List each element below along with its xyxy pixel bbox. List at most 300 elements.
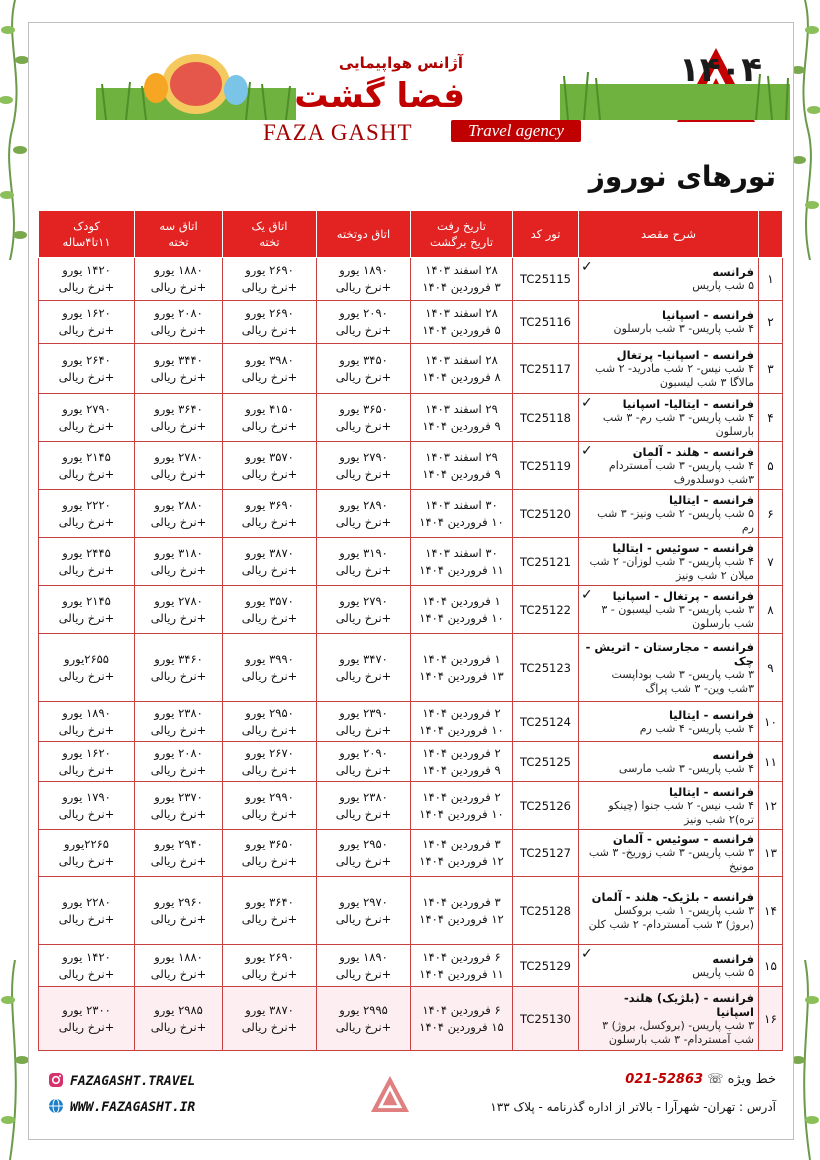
price-euro: ۲۶۷۰ یورو [245, 745, 294, 760]
price-rial-note: +نرخ ریالی [241, 323, 298, 337]
price-euro: ۲۹۶۰ یورو [154, 894, 203, 909]
destination-cell [579, 987, 759, 1051]
agency-name-fa: فضا گشت [294, 76, 465, 116]
dates-cell [411, 702, 513, 742]
header-destination: شرح مقصد [579, 211, 759, 258]
price-rial-note: +نرخ ریالی [335, 854, 392, 868]
single-room-price [223, 877, 317, 945]
price-euro: ۳۴۴۰ یورو [154, 352, 203, 367]
departure-date: ۳۰ اسفند ۱۴۰۳ [425, 497, 498, 512]
price-euro: ۳۴۵۰ یورو [339, 352, 388, 367]
destination-countries: فرانسه - مجارستان - اتریش - چک [585, 639, 754, 668]
table-row [39, 782, 783, 830]
double-room-price [317, 442, 411, 490]
footer-logo-icon [370, 1074, 410, 1114]
tour-code: TC25121 [513, 538, 579, 586]
tour-code: TC25119 [513, 442, 579, 490]
single-room-price [223, 945, 317, 987]
destination-cell [579, 394, 759, 442]
price-rial-note: +نرخ ریالی [335, 323, 392, 337]
single-room-price [223, 586, 317, 634]
header-single-l1: اتاق یک [251, 219, 288, 233]
destination-countries: فرانسه - پرتغال - اسپانیا [612, 588, 754, 603]
price-rial-note: +نرخ ریالی [335, 911, 392, 926]
triple-room-price [135, 344, 223, 394]
page-title: تورهای نوروز [588, 160, 776, 193]
price-euro: ۲۹۵۰ یورو [339, 837, 388, 851]
row-number: ۱۵ [759, 945, 783, 987]
table-row [39, 490, 783, 538]
return-date: ۱۲ فروردین ۱۴۰۴ [419, 911, 504, 926]
price-euro: ۲۳۸۰ یورو [339, 789, 388, 804]
table-row [39, 301, 783, 344]
price-rial-note: +نرخ ریالی [58, 323, 115, 337]
price-rial-note: +نرخ ریالی [58, 806, 115, 821]
price-euro: ۱۸۸۰ یورو [154, 949, 203, 964]
price-rial-note: +نرخ ریالی [150, 323, 207, 337]
tour-code: TC25128 [513, 877, 579, 945]
destination-countries: فرانسه - (بلژیک) هلند- اسپانیا [624, 990, 754, 1019]
price-euro: ۳۸۷۰ یورو [245, 1002, 294, 1017]
table-header-row [39, 211, 783, 258]
price-euro: ۱۶۲۰ یورو [62, 745, 111, 760]
destination-nights: ۴ شب نیس- ۲ شب مادرید- ۲ شب مالاگا ۳ شب لیسبون [595, 361, 754, 389]
destination-cell [579, 782, 759, 830]
destination-nights: ۵ شب پاریس [692, 965, 754, 979]
price-rial-note: +نرخ ریالی [58, 854, 115, 868]
destination-cell [579, 830, 759, 877]
departure-date: ۱ فروردین ۱۴۰۴ [422, 651, 501, 666]
destination-cell [579, 702, 759, 742]
table-row [39, 742, 783, 782]
tour-code: TC25127 [513, 830, 579, 877]
header-tour-code: تور کد [513, 211, 579, 258]
table-row [39, 830, 783, 877]
tour-code: TC25116 [513, 301, 579, 344]
tour-code: TC25129 [513, 945, 579, 987]
single-room-price [223, 702, 317, 742]
price-euro: ۲۹۵۰ یورو [245, 705, 294, 720]
price-euro: ۲۳۷۰ یورو [154, 789, 203, 804]
return-date: ۱۰ فروردین ۱۴۰۴ [419, 806, 504, 821]
dates-cell [411, 877, 513, 945]
dates-cell [411, 987, 513, 1051]
instagram-handle: FAZAGASHT.TRAVEL [70, 1074, 196, 1089]
price-euro: ۲۷۹۰ یورو [339, 593, 388, 608]
departure-date: ۲۸ اسفند ۱۴۰۳ [425, 352, 498, 367]
price-rial-note: +نرخ ریالی [241, 280, 298, 294]
price-rial-note: +نرخ ریالی [335, 466, 392, 481]
header-single-l2: تخته [259, 235, 280, 249]
price-rial-note: +نرخ ریالی [150, 280, 207, 294]
price-euro: ۲۱۴۵ یورو [62, 449, 111, 464]
double-room-price [317, 344, 411, 394]
destination-countries: فرانسه - ایتالیا [668, 492, 754, 507]
destination-cell [579, 442, 759, 490]
price-rial-note: +نرخ ریالی [58, 562, 115, 577]
price-rial-note: +نرخ ریالی [58, 966, 115, 981]
instagram-icon [48, 1072, 64, 1088]
instagram-link[interactable] [48, 1072, 195, 1089]
double-room-price [317, 945, 411, 987]
child-price [39, 490, 135, 538]
double-room-price [317, 394, 411, 442]
destination-cell [579, 344, 759, 394]
destination-nights: ۳ شب پاریس- ۳ شب لیسبون - ۳ شب بارسلون [601, 602, 754, 630]
price-rial-note: +نرخ ریالی [241, 514, 298, 529]
check-icon: ✓ [581, 443, 593, 459]
header-dates [411, 211, 513, 258]
price-euro: ۱۸۹۰ یورو [339, 949, 388, 964]
row-number: ۱ [759, 258, 783, 301]
price-euro: ۲۰۸۰ یورو [154, 306, 203, 320]
price-euro: ۲۳۰۰ یورو [62, 1002, 111, 1017]
dates-cell [411, 634, 513, 702]
table-row [39, 586, 783, 634]
website-url: WWW.FAZAGASHT.IR [70, 1100, 196, 1115]
price-rial-note: +نرخ ریالی [58, 762, 115, 777]
price-euro: ۲۲۸۰ یورو [62, 894, 111, 909]
hotline-number[interactable]: 021-52863 [625, 1072, 704, 1087]
price-euro: ۱۴۲۰ یورو [62, 949, 111, 964]
destination-cell [579, 538, 759, 586]
triple-room-price [135, 945, 223, 987]
price-rial-note: +نرخ ریالی [58, 668, 115, 683]
single-room-price [223, 742, 317, 782]
dates-cell [411, 945, 513, 987]
child-price [39, 830, 135, 877]
price-rial-note: +نرخ ریالی [335, 562, 392, 577]
price-rial-note: +نرخ ریالی [335, 514, 392, 529]
destination-nights: ۴ شب پاریس- ۳ شب آمستردام ۳شب دوسلدورف [608, 458, 754, 486]
tour-code: TC25115 [513, 258, 579, 301]
price-euro: ۳۶۴۰ یورو [154, 401, 203, 416]
destination-countries: فرانسه - بلژیک- هلند - آلمان [591, 889, 754, 904]
single-room-price [223, 634, 317, 702]
price-rial-note: +نرخ ریالی [58, 722, 115, 737]
dates-cell [411, 538, 513, 586]
table-row [39, 538, 783, 586]
check-icon: ✓ [581, 259, 593, 275]
price-euro: ۲۷۸۰ یورو [154, 593, 203, 608]
price-rial-note: +نرخ ریالی [241, 418, 298, 433]
departure-date: ۲۹ اسفند ۱۴۰۳ [425, 449, 498, 464]
destination-nights: ۵ شب پاریس [692, 279, 754, 292]
price-rial-note: +نرخ ریالی [150, 562, 207, 577]
return-date: ۱۱ فروردین ۱۴۰۴ [419, 966, 504, 981]
destination-nights: ۴ شب پاریس- ۳ شب رم- ۳ شب بارسلون [602, 410, 754, 438]
return-date: ۱۳ فروردین ۱۴۰۴ [419, 668, 504, 683]
double-room-price [317, 301, 411, 344]
tour-code: TC25124 [513, 702, 579, 742]
dates-cell [411, 782, 513, 830]
price-rial-note: +نرخ ریالی [335, 722, 392, 737]
tour-code: TC25117 [513, 344, 579, 394]
single-room-price [223, 258, 317, 301]
price-rial-note: +نرخ ریالی [335, 668, 392, 683]
row-number: ۵ [759, 442, 783, 490]
single-room-price [223, 344, 317, 394]
departure-date: ۶ فروردین ۱۴۰۴ [422, 1002, 501, 1017]
footer [40, 1064, 780, 1124]
dates-cell [411, 258, 513, 301]
price-rial-note: +نرخ ریالی [241, 668, 298, 683]
double-room-price [317, 987, 411, 1051]
row-number: ۶ [759, 490, 783, 538]
price-euro: ۳۶۹۰ یورو [245, 497, 294, 512]
price-euro: ۳۱۸۰ یورو [154, 545, 203, 560]
table-row [39, 258, 783, 301]
destination-cell [579, 586, 759, 634]
tour-code: TC25123 [513, 634, 579, 702]
single-room-price [223, 830, 317, 877]
table-row [39, 442, 783, 490]
price-euro: ۲۳۹۰ یورو [339, 705, 388, 720]
return-date: ۱۰ فروردین ۱۴۰۴ [419, 514, 504, 529]
destination-countries: فرانسه [712, 951, 754, 966]
price-rial-note: +نرخ ریالی [150, 854, 207, 868]
return-date: ۱۵ فروردین ۱۴۰۴ [419, 1019, 504, 1034]
table-row [39, 877, 783, 945]
departure-date: ۲ فروردین ۱۴۰۴ [422, 789, 501, 804]
header-num [759, 211, 783, 258]
destination-nights: ۴ شب پاریس- ۳ شب لوزان- ۲ شب میلان ۲ شب ونیز [589, 554, 754, 582]
price-euro: ۲۹۸۵ یورو [154, 1002, 203, 1017]
destination-countries: فرانسه [712, 747, 754, 762]
destination-countries: فرانسه - اسپانیا- پرتغال [616, 347, 754, 362]
header-double-room: اتاق دوتخته [317, 211, 411, 258]
vine-decoration-bottom-left [0, 960, 30, 1160]
price-rial-note: +نرخ ریالی [58, 418, 115, 433]
destination-countries: فرانسه - سوئیس - آلمان [612, 832, 754, 846]
double-room-price [317, 702, 411, 742]
price-rial-note: +نرخ ریالی [241, 610, 298, 625]
price-rial-note: +نرخ ریالی [241, 1019, 298, 1034]
tour-code: TC25125 [513, 742, 579, 782]
tour-code: TC25120 [513, 490, 579, 538]
website-link[interactable] [48, 1098, 195, 1115]
dates-cell [411, 442, 513, 490]
price-euro: ۳۶۵۰ یورو [339, 401, 388, 416]
price-euro: ۳۶۵۰ یورو [245, 837, 294, 851]
price-rial-note: +نرخ ریالی [335, 418, 392, 433]
single-room-price [223, 538, 317, 586]
phone-icon: ☏ [707, 1072, 724, 1087]
hotline [625, 1072, 776, 1087]
destination-nights: ۳ شب پاریس- ۱ شب بروکسل (بروژ) ۳ شب آمستردام- ۲ شب کلن [588, 903, 754, 931]
single-room-price [223, 394, 317, 442]
row-number: ۷ [759, 538, 783, 586]
return-date: ۱۲ فروردین ۱۴۰۴ [419, 854, 504, 868]
brand-block [263, 44, 583, 144]
price-rial-note: +نرخ ریالی [150, 418, 207, 433]
agency-label-small: آژانس هواپیمایی [338, 54, 463, 72]
price-rial-note: +نرخ ریالی [241, 466, 298, 481]
child-price [39, 782, 135, 830]
destination-cell [579, 877, 759, 945]
header-triple-l1: اتاق سه [159, 219, 198, 233]
child-price [39, 344, 135, 394]
header-return: تاریخ برگشت [429, 235, 494, 249]
header-child-l2: ۱۱تا۴ساله [62, 235, 111, 249]
table-row [39, 344, 783, 394]
price-rial-note: +نرخ ریالی [335, 762, 392, 777]
destination-countries: فرانسه [712, 265, 754, 279]
departure-date: ۲ فروردین ۱۴۰۴ [422, 705, 501, 720]
price-euro: ۲۸۸۰ یورو [154, 497, 203, 512]
row-number: ۱۶ [759, 987, 783, 1051]
destination-countries: فرانسه - ایتالیا [668, 707, 754, 722]
price-rial-note: +نرخ ریالی [150, 466, 207, 481]
price-rial-note: +نرخ ریالی [241, 966, 298, 981]
price-euro: ۱۷۹۰ یورو [62, 789, 111, 804]
departure-date: ۲۸ اسفند ۱۴۰۳ [425, 263, 498, 277]
price-euro: ۳۴۶۰ یورو [154, 651, 203, 666]
triple-room-price [135, 742, 223, 782]
row-number: ۸ [759, 586, 783, 634]
agency-name-en-row [263, 120, 583, 144]
departure-date: ۲۸ اسفند ۱۴۰۳ [425, 306, 498, 320]
destination-countries: فرانسه - هلند - آلمان [632, 444, 754, 459]
triple-room-price [135, 586, 223, 634]
price-euro: ۲۹۹۰ یورو [245, 789, 294, 804]
price-rial-note: +نرخ ریالی [241, 762, 298, 777]
double-room-price [317, 634, 411, 702]
dates-cell [411, 742, 513, 782]
header-child [39, 211, 135, 258]
triple-room-price [135, 702, 223, 742]
destination-countries: فرانسه - اسپانیا [662, 308, 754, 322]
double-room-price [317, 586, 411, 634]
price-euro: ۲۰۹۰ یورو [339, 745, 388, 760]
departure-date: ۱ فروردین ۱۴۰۴ [422, 593, 501, 608]
price-rial-note: +نرخ ریالی [58, 1019, 115, 1034]
price-euro: ۱۴۲۰ یورو [62, 263, 111, 277]
price-rial-note: +نرخ ریالی [58, 514, 115, 529]
destination-cell [579, 742, 759, 782]
triple-room-price [135, 394, 223, 442]
agency-tagline: Travel agency [451, 120, 581, 142]
dates-cell [411, 394, 513, 442]
destination-nights: ۴ شب نیس- ۲ شب جنوا (چینکو تره)۲ شب ونیز [608, 798, 754, 826]
row-number: ۴ [759, 394, 783, 442]
double-room-price [317, 258, 411, 301]
price-euro: ۱۸۹۰ یورو [339, 263, 388, 277]
destination-cell [579, 634, 759, 702]
tour-code: TC25118 [513, 394, 579, 442]
child-price [39, 877, 135, 945]
price-euro: ۴۱۵۰ یورو [245, 401, 294, 416]
price-rial-note: +نرخ ریالی [241, 722, 298, 737]
price-euro: ۲۲۲۰ یورو [62, 497, 111, 512]
single-room-price [223, 490, 317, 538]
price-euro: ۲۰۸۰ یورو [154, 745, 203, 760]
price-euro: ۳۶۴۰ یورو [245, 894, 294, 909]
child-price [39, 258, 135, 301]
tours-table [38, 210, 783, 1051]
price-euro: ۳۱۹۰ یورو [339, 545, 388, 560]
departure-date: ۳ فروردین ۱۴۰۴ [422, 894, 501, 909]
header-single-room [223, 211, 317, 258]
destination-countries: فرانسه - ایتالیا [668, 784, 754, 799]
tour-code: TC25126 [513, 782, 579, 830]
price-rial-note: +نرخ ریالی [150, 610, 207, 625]
triple-room-price [135, 258, 223, 301]
child-price [39, 945, 135, 987]
price-euro: ۲۸۹۰ یورو [339, 497, 388, 512]
price-rial-note: +نرخ ریالی [58, 610, 115, 625]
return-date: ۱۰ فروردین ۱۴۰۴ [419, 722, 504, 737]
price-euro: ۲۶۹۰ یورو [245, 949, 294, 964]
price-rial-note: +نرخ ریالی [335, 610, 392, 625]
tour-code: TC25130 [513, 987, 579, 1051]
return-date: ۹ فروردین ۱۴۰۴ [422, 762, 501, 777]
price-rial-note: +نرخ ریالی [150, 1019, 207, 1034]
price-euro: ۳۴۷۰ یورو [339, 651, 388, 666]
price-euro: ۲۷۹۰ یورو [339, 449, 388, 464]
header-child-l1: کودک [73, 219, 100, 233]
child-price [39, 442, 135, 490]
return-date: ۳ فروردین ۱۴۰۴ [422, 280, 501, 294]
price-rial-note: +نرخ ریالی [150, 762, 207, 777]
destination-cell [579, 490, 759, 538]
price-rial-note: +نرخ ریالی [150, 911, 207, 926]
row-number: ۳ [759, 344, 783, 394]
child-price [39, 742, 135, 782]
table-row [39, 702, 783, 742]
price-rial-note: +نرخ ریالی [241, 806, 298, 821]
hotline-label: خط ویژه [727, 1072, 776, 1087]
row-number: ۱۴ [759, 877, 783, 945]
child-price [39, 987, 135, 1051]
price-euro: ۲۷۹۰ یورو [62, 401, 111, 416]
dates-cell [411, 301, 513, 344]
price-rial-note: +نرخ ریالی [150, 722, 207, 737]
departure-date: ۲۹ اسفند ۱۴۰۳ [425, 401, 498, 416]
destination-nights: ۵ شب پاریس- ۲ شب ونیز- ۳ شب رم [597, 506, 754, 534]
price-euro: ۲۶۹۰ یورو [245, 263, 294, 277]
return-date: ۱۰ فروردین ۱۴۰۴ [419, 610, 504, 625]
child-price [39, 538, 135, 586]
dates-cell [411, 344, 513, 394]
row-number: ۹ [759, 634, 783, 702]
price-euro: ۲۱۴۵ یورو [62, 593, 111, 608]
row-number: ۱۱ [759, 742, 783, 782]
tour-code: TC25122 [513, 586, 579, 634]
destination-nights: ۳ شب پاریس- (بروکسل، بروژ) ۳ شب آمستردام- ۳ شب بارسلون [602, 1018, 754, 1046]
destination-nights: ۳ شب پاریس- ۳ شب بوداپست ۳شب وین- ۳ شب پراگ [611, 667, 754, 695]
price-rial-note: +نرخ ریالی [58, 466, 115, 481]
address: آدرس : تهران- شهرآرا - بالاتر از اداره گذرنامه - پلاک ۱۳۳ [490, 1100, 776, 1114]
triple-room-price [135, 634, 223, 702]
destination-nights: ۴ شب پاریس- ۴ شب رم [639, 721, 754, 735]
price-euro: ۳۵۷۰ یورو [245, 593, 294, 608]
price-euro: ۳۸۷۰ یورو [245, 545, 294, 560]
price-rial-note: +نرخ ریالی [335, 280, 392, 294]
double-room-price [317, 782, 411, 830]
price-rial-note: +نرخ ریالی [335, 369, 392, 384]
departure-date: ۶ فروردین ۱۴۰۴ [422, 949, 501, 964]
header [38, 38, 782, 148]
price-euro: ۲۳۸۰ یورو [154, 705, 203, 720]
child-price [39, 394, 135, 442]
double-room-price [317, 877, 411, 945]
price-rial-note: +نرخ ریالی [150, 806, 207, 821]
triple-room-price [135, 782, 223, 830]
price-rial-note: +نرخ ریالی [150, 369, 207, 384]
destination-nights: ۴ شب پاریس- ۳ شب بارسلون [613, 322, 754, 335]
vine-decoration-bottom-right [790, 960, 820, 1160]
